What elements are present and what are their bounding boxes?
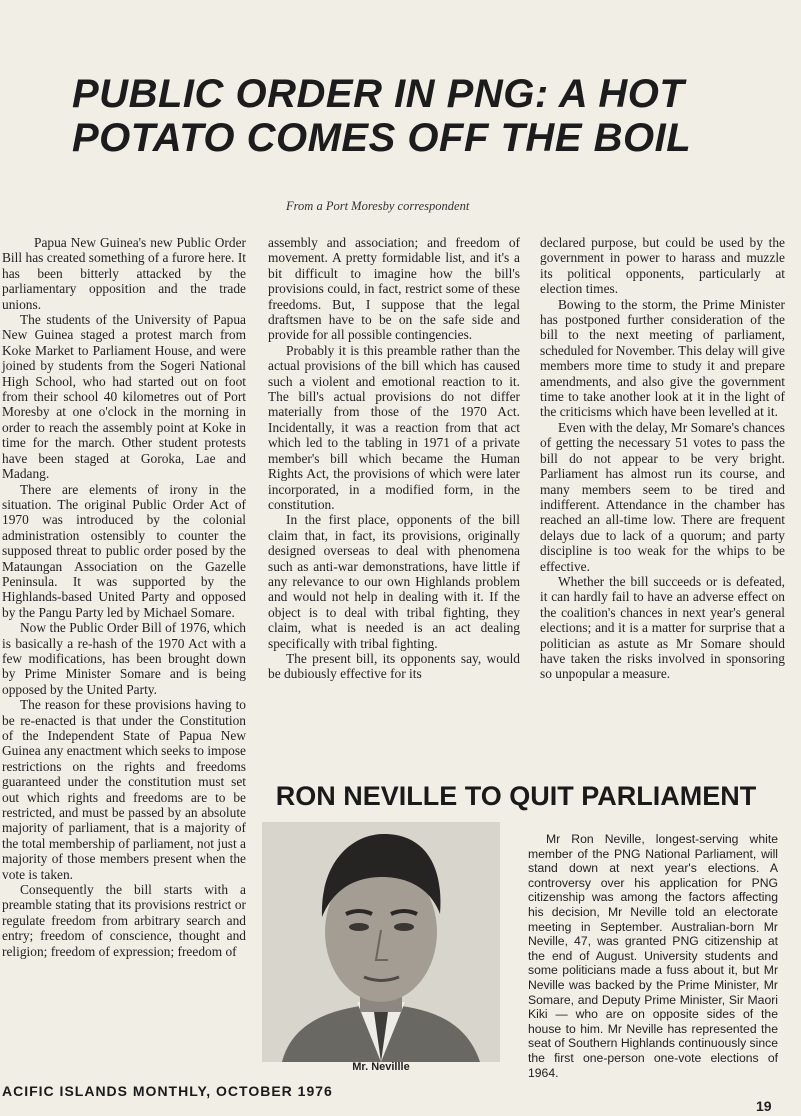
article-column-1 [2,235,246,959]
paragraph: In the first place, opponents of the bill claim that, in fact, its provisions, originally designed overseas to deal with phenomena such as anti-war demonstrations, have little if any relevance to our own Highlands problem and would not help in dealing with it. If the object is to deal with tribal fighting, they claim, what is needed is an act dealing specifically with tribal fighting. [268,512,520,651]
paragraph: Papua New Guinea's new Public Order Bill has created something of a furore here. It has been bitterly attacked by the parliamentary opposition and the trade unions. [2,235,246,312]
paragraph: The students of the University of Papua New Guinea staged a protest march from Koke Market to Parliament House, and were joined by students from the Sogeri National High School, who had started out on foot from their school 40 kilometres out of Port Moresby at one o'clock in the morning in order to reach the assembly point at Koke in time for the march. Other student protests have been staged at Goroka, Lae and Madang. [2,312,246,482]
photo-caption: Mr. Nevillle [352,1061,410,1073]
paragraph: Whether the bill succeeds or is defeated, it can hardly fail to have an adverse effect on the coalition's chances in next year's general elections; and it is a matter for surprise that a politician as astute as Mr Somare should have taken the risks involved in sponsoring so unpopular a measure. [540,573,785,682]
paragraph: declared purpose, but could be used by the government in power to harass and muzzle its political opponents, particularly at election times. [540,235,785,297]
paragraph: The present bill, its opponents say, would be dubiously effective for its [268,650,520,682]
paragraph: assembly and association; and freedom of movement. A pretty formidable list, and it's a bit difficult to imagine how the bill's provisions could, in fact, restrict some of these freedoms. But, I suppose that the legal draftsmen have to be on the safe side and provide for all possible contingencies. [268,235,520,343]
page-number: 19 [756,1098,772,1114]
paragraph: Probably it is this preamble rather than the actual provisions of the bill which has caused such a violent and emotional reaction to it. The bill's actual provisions do not differ materially from those of the 1970 Act. Incidentally, it was a reaction from that act which led to the tabling in 1971 of a private member's bill which became the Human Rights Act, the provisions of which were later incorporated, in a modified form, in the constitution. [268,342,520,512]
paragraph: Now the Public Order Bill of 1976, which is basically a re-hash of the 1970 Act with a few modifications, has been brought down by Prime Minister Somare and is being opposed by the United Party. [2,620,246,697]
sidebar-headline: RON NEVILLE TO QUIT PARLIAMENT [275,781,757,811]
portrait-photo [262,822,500,1062]
paragraph: Even with the delay, Mr Somare's chances of getting the necessary 51 votes to pass the bill do not appear to be very bright. Parliament has almost run its course, and many members seem to be tired and indifferent. Attendance in the chamber has reached an all-time low. There are frequent delays due to lack of a quorum; and party discipline is too weak for the whips to be effective. [540,419,785,574]
publication-footer: ACIFIC ISLANDS MONTHLY, OCTOBER 1976 [2,1083,333,1099]
article-column-2 [268,235,520,682]
sidebar-story: Mr Ron Neville, longest-serving white member of the PNG National Parliament, will stand down at next year's elections. A controversy over his application for PNG citizenship was among the factors affecting his decision, Mr Neville told an electorate meeting in September. Australian-born Mr Neville, 47, was granted PNG citizenship at the end of August. University students and some politicians made a fuss about it, but Mr Neville was backed by the Prime Minister, Mr Somare, and Deputy Prime Minister, Sir Maori Kiki — who are on opposite sides of the house to him. Mr Neville has represented the seat of Southern Highlands continuously since the first one-person one-vote elections of 1964. [528,832,778,1080]
paragraph: Consequently the bill starts with a preamble stating that its provisions restrict or regulate freedom from arbitrary search and entry; freedom of conscience, thought and religion; freedom of expression; freedom of [2,882,246,959]
article-column-3 [540,235,785,682]
paragraph: Bowing to the storm, the Prime Minister has postponed further consideration of the bill to the next meeting of parliament, scheduled for November. This delay will give members more time to study it and prepare amendments, and also give the government time to take another look at it in the light of the criticisms which have been levelled at it. [540,296,785,420]
paragraph: The reason for these provisions having to be re-enacted is that under the Constitution of the Independent State of Papua New Guinea any enactment which seeks to impose restrictions on the rights and freedoms guaranteed under the constitution must set out which rights and freedoms are to be restricted, and must be passed by an absolute majority of parliament, that is a majority of the total membership of parliament, not just a majority of those members present when the vote is taken. [2,697,246,882]
article-headline: PUBLIC ORDER IN PNG: A HOT POTATO COMES OFF THE BOIL [72,72,692,160]
paragraph: There are elements of irony in the situation. The original Public Order Act of 1970 was introduced by the colonial administration ostensibly to counter the supposed threat to public order posed by the Mataungan Association on the Gazelle Peninsula. It was supported by the Highlands-based United Party and opposed by the Pangu Party led by Michael Somare. [2,481,246,620]
article-byline: From a Port Moresby correspondent [286,199,470,213]
